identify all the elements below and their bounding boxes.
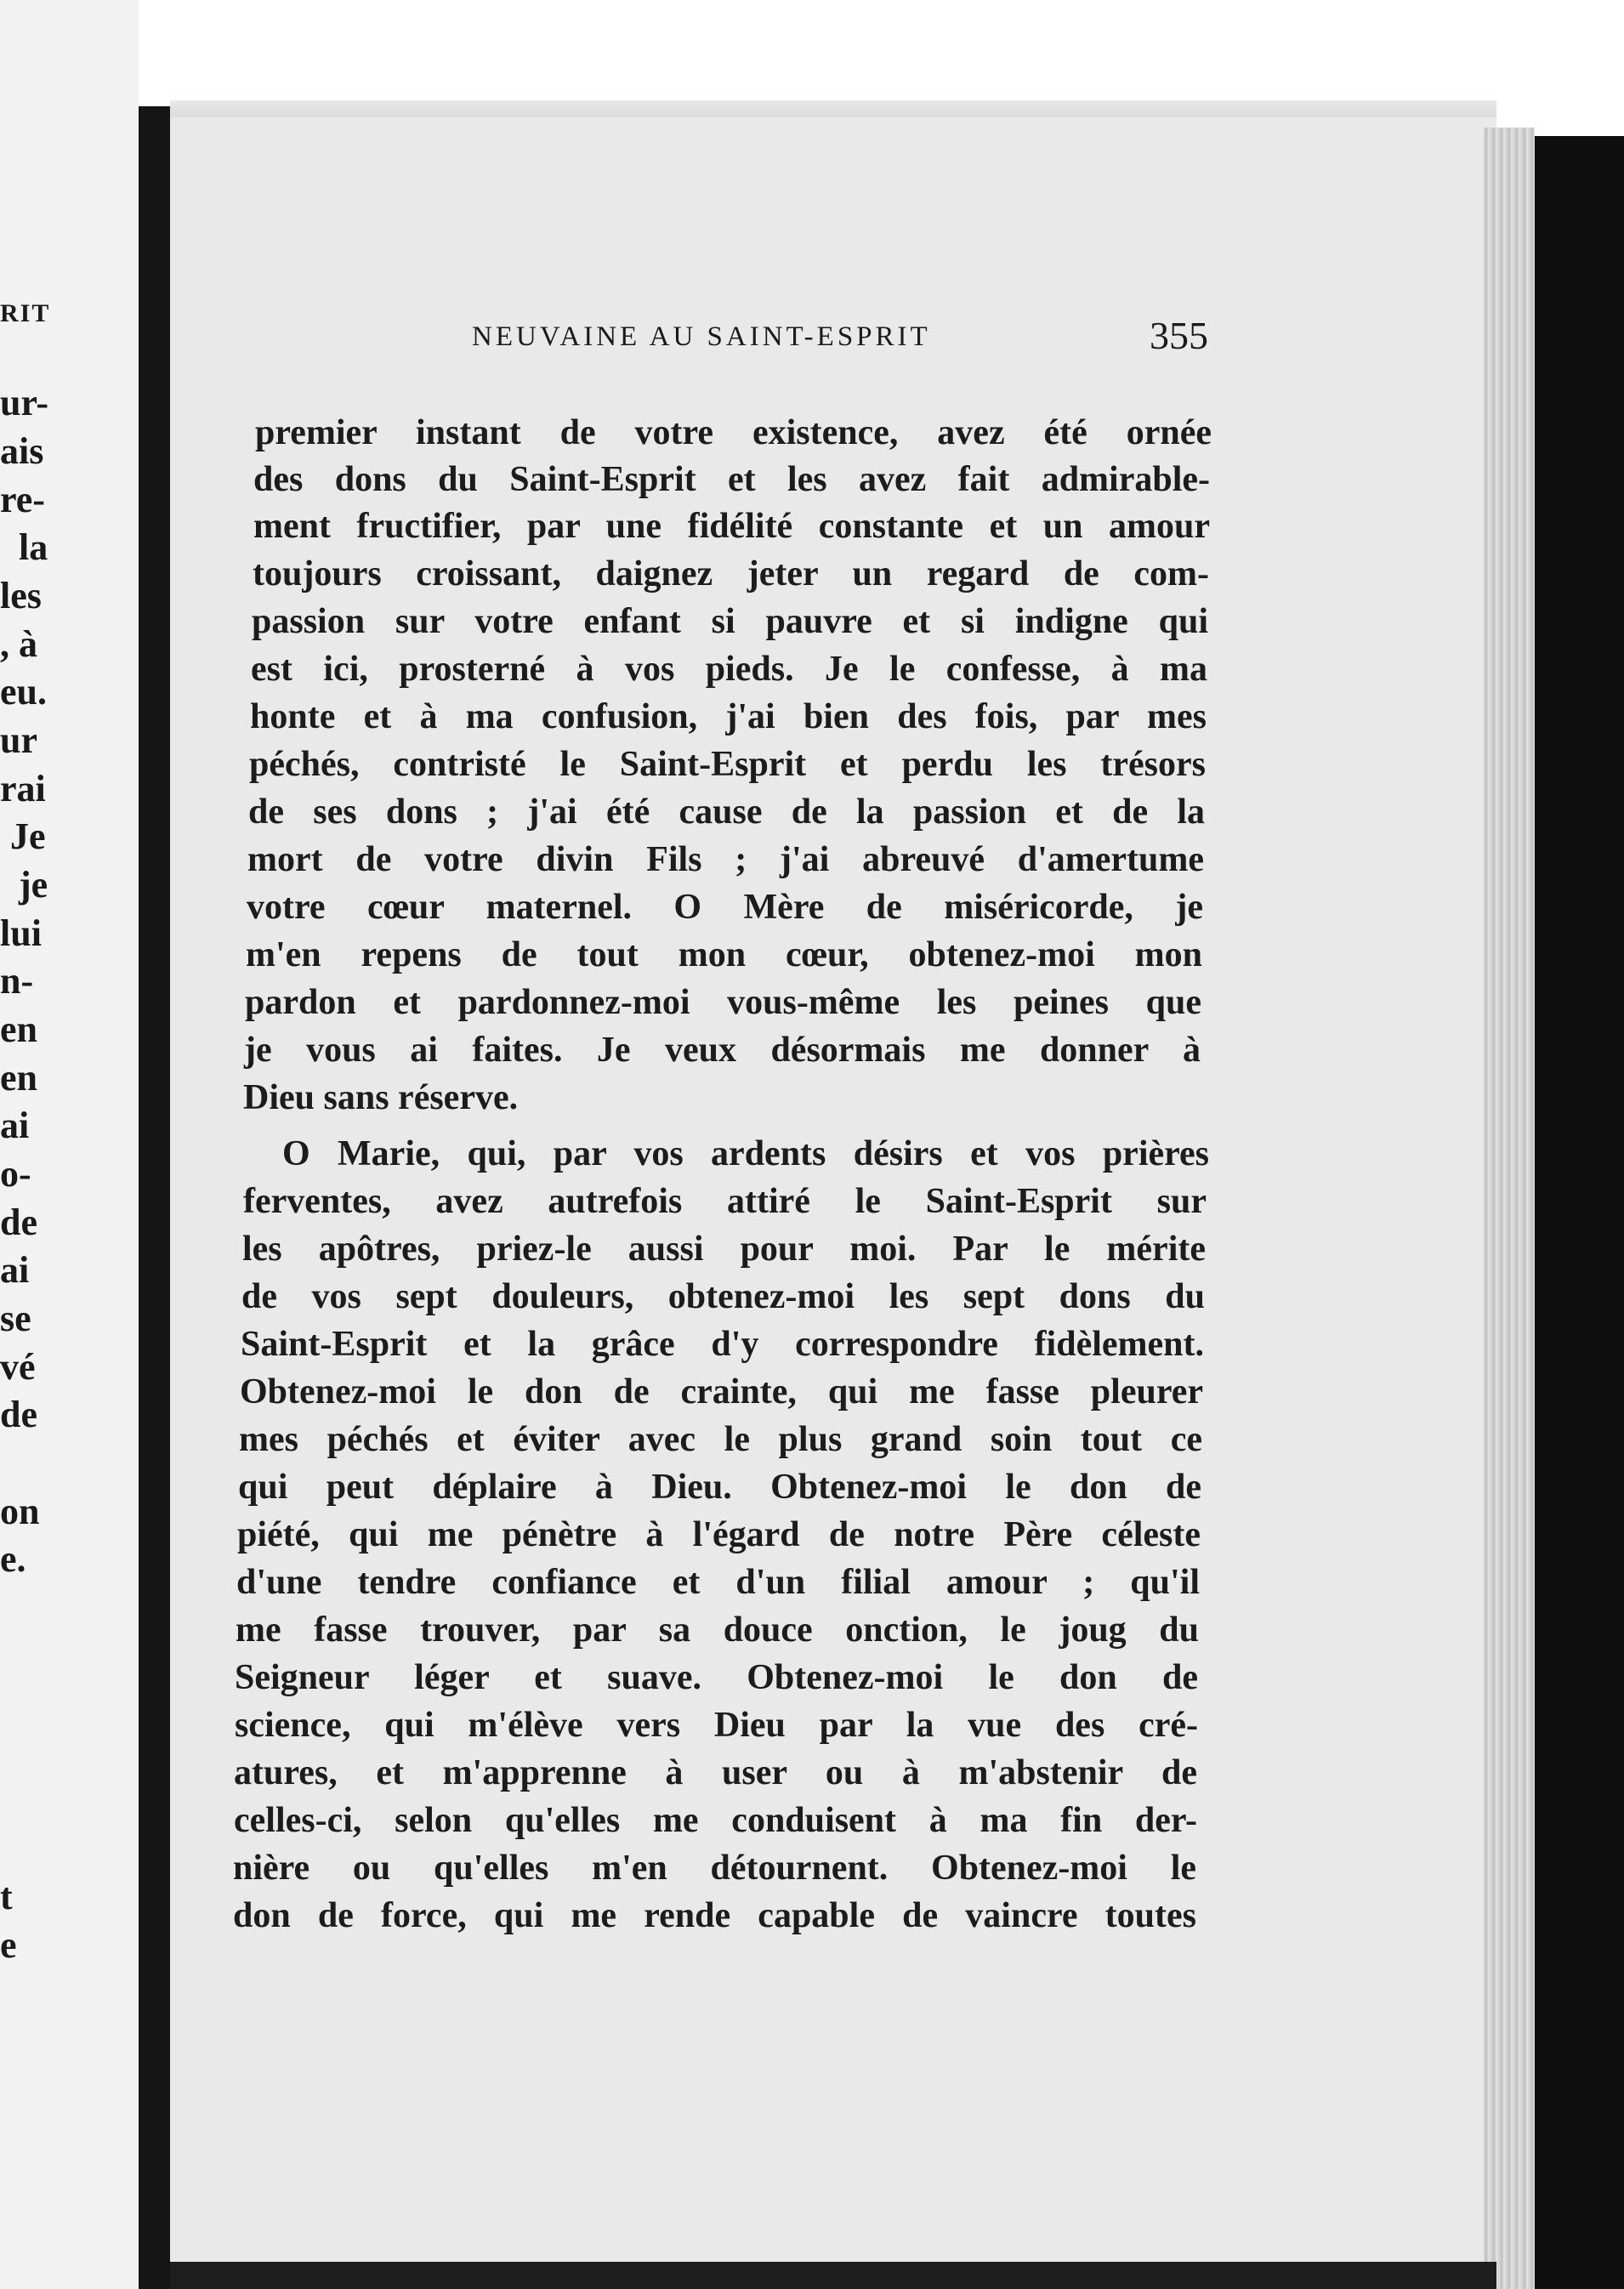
text-line: ment fructifier, par une fidélité constante et un amour — [253, 507, 1210, 546]
text-line: Dieu sans réserve. — [243, 1078, 519, 1117]
text-line: science, qui m'élève vers Dieu par la vue des cré- — [235, 1706, 1198, 1745]
text-line: piété, qui me pénètre à l'égard de notre Père céleste — [237, 1515, 1201, 1554]
prev-line: de — [0, 1394, 37, 1435]
prev-line: lui — [0, 912, 42, 954]
text-line: me fasse trouver, par sa douce onction, le joug du — [236, 1610, 1199, 1650]
prev-line: on — [0, 1491, 40, 1532]
prev-line: ur — [0, 719, 37, 761]
prev-running-head-fragment: RIT — [0, 299, 51, 327]
page-top-edge — [170, 100, 1496, 117]
prev-line: ur- — [0, 382, 49, 423]
text-line: mes péchés et éviter avec le plus grand soin tout ce — [239, 1420, 1202, 1459]
text-line: je vous ai faites. Je veux désormais me donner à — [244, 1031, 1201, 1070]
previous-page-edge — [0, 0, 140, 2289]
prev-line: e — [0, 1924, 17, 1966]
text-line: honte et à ma confusion, j'ai bien des fois, par mes — [250, 697, 1207, 736]
prev-line: ai — [0, 1249, 30, 1291]
prev-line: ai — [0, 1105, 30, 1146]
text-line: Obtenez-moi le don de crainte, qui me fasse pleurer — [240, 1372, 1203, 1411]
prev-line: n- — [0, 960, 34, 1002]
right-dark-border — [1535, 136, 1624, 2289]
prev-line: , à — [0, 623, 37, 665]
text-line: de ses dons ; j'ai été cause de la passion et de la — [248, 792, 1205, 832]
prev-line: de — [0, 1201, 37, 1243]
prev-line: vé — [0, 1346, 36, 1388]
text-line: pardon et pardonnez-moi vous-même les peines que — [245, 983, 1201, 1022]
bottom-dark-border — [170, 2262, 1496, 2289]
prev-line: je — [19, 864, 48, 906]
text-line: celles-ci, selon qu'elles me conduisent à ma fin der- — [234, 1801, 1197, 1840]
prev-line: eu. — [0, 671, 47, 713]
prev-line: Je — [10, 815, 46, 857]
text-line: ferventes, avez autrefois attiré le Saint-Esprit sur — [243, 1182, 1207, 1221]
top-margin — [139, 0, 1624, 111]
text-line: Saint-Esprit et la grâce d'y correspondre fidèlement. — [241, 1325, 1204, 1364]
text-line: qui peut déplaire à Dieu. Obtenez-moi le don de — [238, 1468, 1201, 1507]
text-line: atures, et m'apprenne à user ou à m'abstenir de — [234, 1753, 1197, 1792]
text-line: de vos sept douleurs, obtenez-moi les sept dons du — [241, 1277, 1205, 1316]
text-line: les apôtres, priez-le aussi pour moi. Par le mérite — [242, 1230, 1206, 1269]
text-line: mort de votre divin Fils ; j'ai abreuvé d'amertume — [247, 840, 1204, 879]
prev-line: rai — [0, 768, 46, 809]
text-line: Seigneur léger et suave. Obtenez-moi le don de — [235, 1658, 1198, 1697]
text-line: don de force, qui me rende capable de vaincre toutes — [233, 1896, 1196, 1935]
prev-line: la — [19, 526, 48, 568]
text-line: d'une tendre confiance et d'un filial amour ; qu'il — [236, 1563, 1200, 1602]
prev-line: e. — [0, 1538, 26, 1580]
prev-line: ais — [0, 430, 44, 472]
prev-line: en — [0, 1057, 37, 1099]
text-line: est ici, prosterné à vos pieds. Je le confesse, à ma — [251, 650, 1207, 689]
book-gutter — [139, 106, 173, 2289]
page-fore-edge — [1484, 128, 1535, 2289]
running-head: NEUVAINE AU SAINT-ESPRIT — [472, 321, 931, 352]
prev-line: se — [0, 1298, 31, 1339]
prev-line: o- — [0, 1153, 31, 1195]
text-line: premier instant de votre existence, avez été ornée — [255, 413, 1212, 452]
text-line: toujours croissant, daignez jeter un regard de com- — [253, 554, 1209, 594]
prev-line: les — [0, 575, 42, 616]
page-number: 355 — [1150, 314, 1208, 357]
prev-line: t — [0, 1876, 13, 1917]
text-line: O Marie, qui, par vos ardents désirs et vos prières — [282, 1134, 1209, 1173]
text-line: péchés, contristé le Saint-Esprit et perdu les trésors — [249, 745, 1206, 784]
text-line: m'en repens de tout mon cœur, obtenez-moi mon — [246, 935, 1202, 974]
text-line: nière ou qu'elles m'en détournent. Obtenez-moi le — [233, 1849, 1196, 1888]
prev-line: re- — [0, 479, 45, 520]
text-line: votre cœur maternel. O Mère de miséricorde, je — [247, 888, 1203, 927]
text-line: des dons du Saint-Esprit et les avez fait admirable- — [253, 460, 1210, 499]
text-line: passion sur votre enfant si pauvre et si indigne qui — [252, 602, 1208, 641]
top-right-margin — [1496, 0, 1624, 136]
prev-line: en — [0, 1008, 37, 1050]
